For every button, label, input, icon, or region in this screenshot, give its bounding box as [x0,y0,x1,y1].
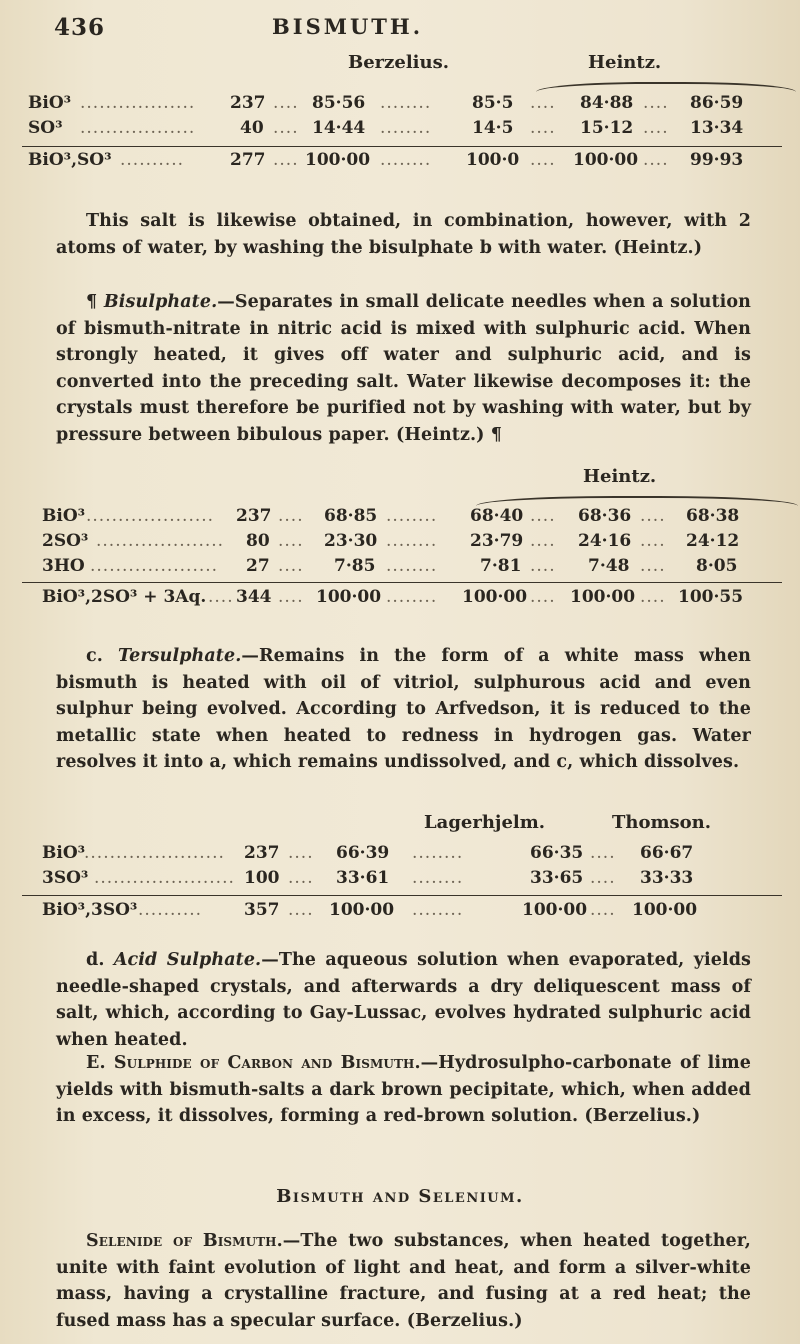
table-rule [22,895,782,896]
table-row: BiO³ ...................... 237 .... 66·39 ........ 66·35 .... 66·67 [42,843,694,863]
heading-acid-sulphate: Acid Sulphate. [113,950,262,970]
heading-sulphide-carbon: E. Sulphide of Carbon and Bismuth. [86,1053,421,1073]
paragraph-acid-sulphate: d. Acid Sulphate.—The aqueous solution when evaporated, yields needle-shaped crystals, and afterwards a dry deliquescent mass of salt, which, according to Gay-Lussac, evolves hydrated sulphuric acid when heated. [56,950,751,1050]
table-header-berzelius: Berzelius. [348,52,449,73]
running-title: BISMUTH. [272,14,424,39]
heading-selenide: Selenide of Bismuth. [86,1231,283,1251]
paragraph-hydrated-salt: This salt is likewise obtained, in combination, however, with 2 atoms of water, by washing the bisulphate b with water. (Heintz.) [56,211,751,258]
heading-bisulphate: Bisulphate. [103,292,218,312]
section-heading-selenium: Bismuth and Selenium. [276,1186,524,1207]
table-row: BiO³ .................. 237 .... 85·56 ........ 85·5 .... 84·88 .... 86·59 [28,93,744,113]
table-row: 2SO³ .................... 80 .... 23·30 ........ 23·79 .... 24·16 .... 24·12 [42,531,740,551]
table-row: SO³ .................. 40 .... 14·44 ........ 14·5 .... 15·12 .... 13·34 [28,118,744,138]
column-brace [536,82,796,92]
table-row: 3HO .................... 27 .... 7·85 ........ 7·81 .... 7·48 .... 8·05 [42,556,738,576]
table-rule [22,582,782,583]
table-header-lagerhjelm: Lagerhjelm. [424,812,546,833]
page-number: 436 [54,14,106,41]
table-row: BiO³ .................... 237 .... 68·85 ........ 68·40 .... 68·36 .... 68·38 [42,506,740,526]
paragraph-tersulphate: c. Tersulphate.—Remains in the form of a white mass when bismuth is heated with oil of vitriol, sulphurous acid and even sulphur being evolved. According to Arfvedson, it is reduced to the metallic state when heated to redness in hydrogen gas. Water resolves it into a, which remains undissolved, and c, which dissolves. [56,646,751,773]
column-brace [476,496,798,506]
table-rule [22,146,782,147]
table-header-heintz: Heintz. [588,52,662,73]
running-head [22,14,778,54]
table-row-total: BiO³,3SO³ .......... 357 .... 100·00 ........ 100·00 .... 100·00 [42,900,698,920]
paragraph-bisulphate: ¶ Bisulphate.—Separates in small delicate needles when a solution of bismuth-nitrate in nitric acid is mixed with sulphuric acid. When strongly heated, it gives off water and sulphuric acid, and is converted into the preceding salt. Water likewise decomposes it: the crystals must therefore be purified not by washing with water, but by pressure between bibulous paper. (Heintz.) ¶ [56,292,751,445]
table-header-thomson: Thomson. [612,812,712,833]
table-header-heintz: Heintz. [583,466,657,487]
paragraph-sulphide-carbon: E. Sulphide of Carbon and Bismuth.—Hydrosulpho-carbonate of lime yields with bismuth-salts a dark brown pecipitate, which, when added in excess, it dissolves, forming a red-brown solution. (Berzelius.) [56,1053,752,1127]
heading-tersulphate: Tersulphate. [118,646,242,666]
paragraph-selenide: Selenide of Bismuth.—The two substances, when heated together, unite with faint evolution of light and heat, and form a silver-white mass, having a crystalline fracture, and fusing at a red heat; the fused mass has a specular surface. (Berzelius.) [56,1231,751,1331]
table-row-total: BiO³,SO³ .......... 277 .... 100·00 ........ 100·0 .... 100·00 .... 99·93 [28,150,744,170]
table-row-total: BiO³,2SO³ + 3Aq. .... 344 .... 100·00 ........ 100·00 .... 100·00 .... 100·55 [42,587,744,607]
table-row: 3SO³ ...................... 100 .... 33·61 ........ 33·65 .... 33·33 [42,868,694,888]
